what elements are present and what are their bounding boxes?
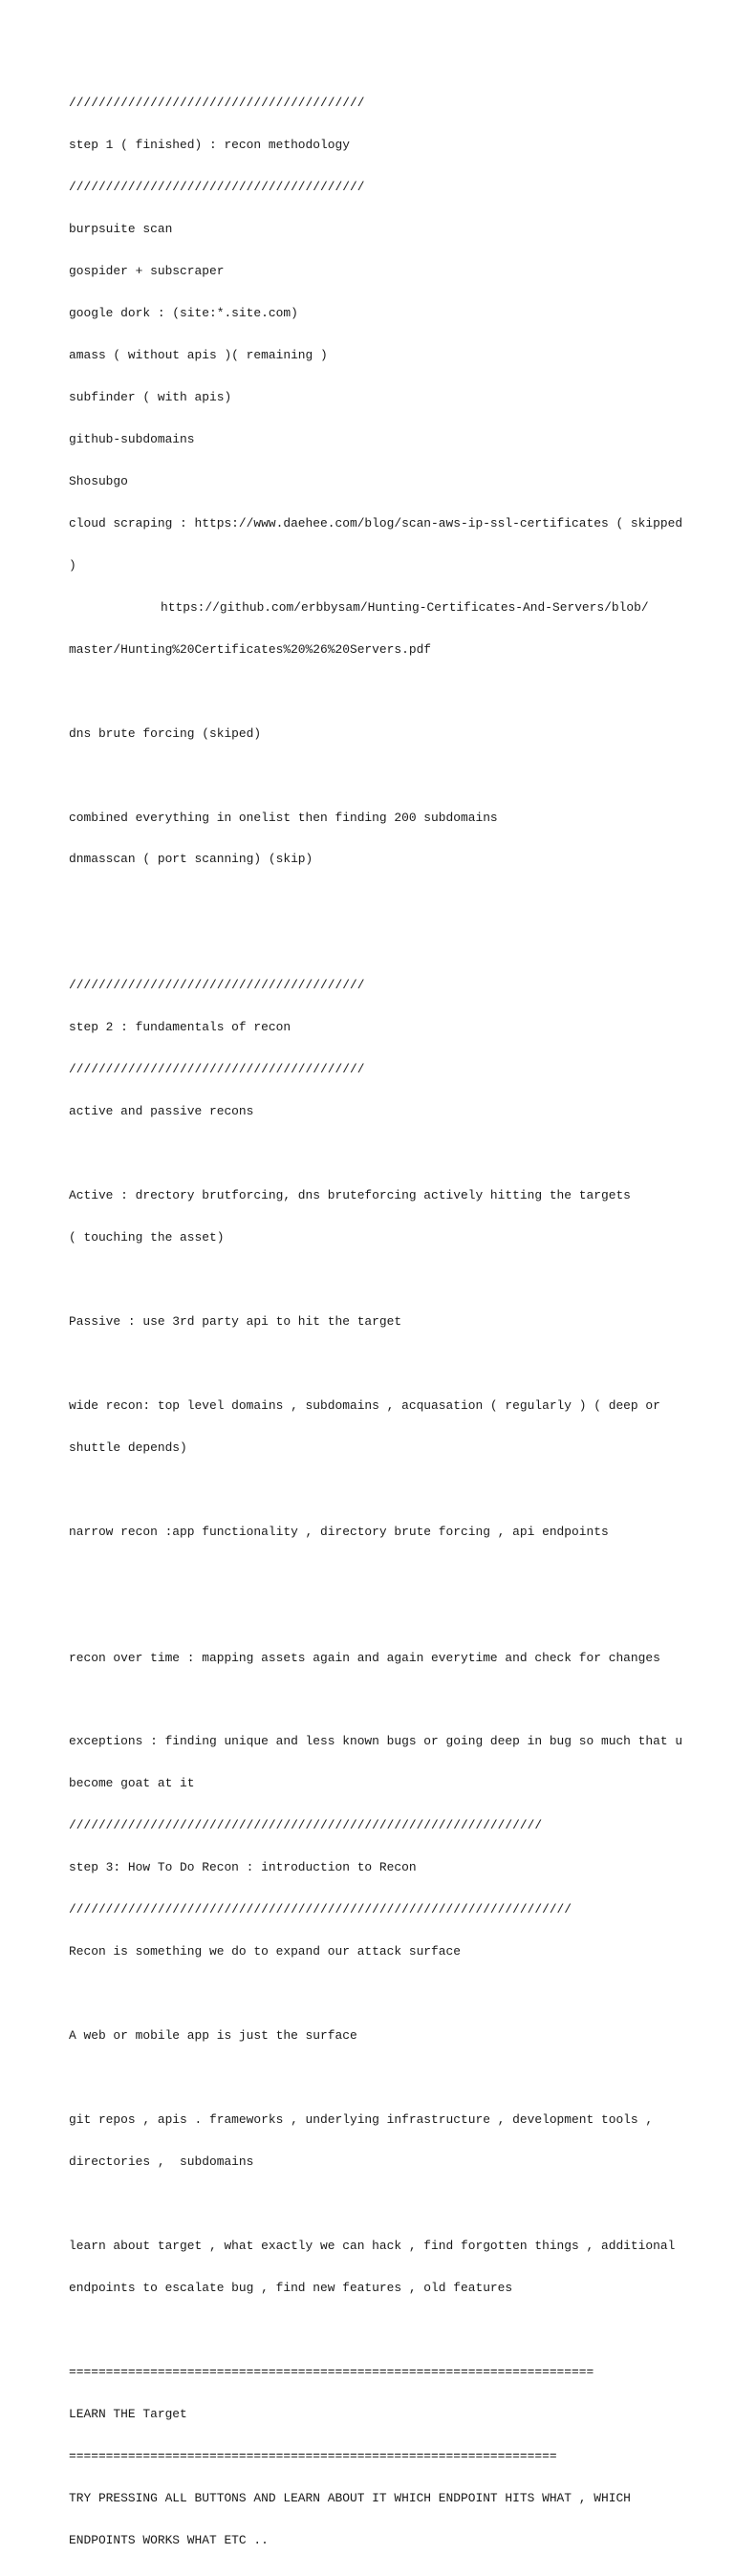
separator-line: //////////////////////////////////////////////////////////////// [69,1818,543,1833]
step-2-heading: step 2 : fundamentals of recon [69,1020,291,1035]
blank-line [69,2324,680,2338]
text-line: A web or mobile app is just the surface [69,2028,357,2044]
step-1-heading: step 1 ( finished) : recon methodology [69,138,350,153]
text-line: shuttle depends) [69,1440,187,1455]
blank-line [69,2071,680,2086]
text-line: combined everything in onelist then finding 200 subdomains [69,810,498,825]
text-line: ) [69,557,76,573]
text-line: wide recon: top level domains , subdomains , acquasation ( regularly ) ( deep or [69,1397,660,1413]
text-line: TRY PRESSING ALL BUTTONS AND LEARN ABOUT IT WHICH ENDPOINT HITS WHAT , WHICH [69,2490,631,2505]
text-line: gospider + subscraper [69,264,225,279]
text-line: exceptions : finding unique and less known bugs or going deep in bug so much that u [69,1734,683,1749]
text-line: active and passive recons [69,1104,254,1119]
blank-line [69,1147,680,1161]
text-line: cloud scraping : https://www.daehee.com/blog/scan-aws-ip-ssl-certificates ( skipped [69,515,683,530]
blank-line [69,1273,680,1288]
text-line: Shosubgo [69,473,128,488]
text-line: amass ( without apis )( remaining ) [69,348,328,363]
document-body [69,69,683,2576]
text-line: github-subdomains [69,431,195,446]
blank-line [69,1694,680,1708]
text-line: Active : drectory brutforcing, dns bruteforcing actively hitting the targets [69,1188,631,1203]
text-line: Recon is something we do to expand our attack surface [69,1944,461,1959]
blank-line [69,937,680,951]
separator-line: //////////////////////////////////////// [69,1062,365,1077]
url-line: master/Hunting%20Certificates%20%26%20Servers.pdf [69,641,432,657]
text-line: endpoints to escalate bug , find new features , old features [69,2280,513,2295]
text-line: become goat at it [69,1776,195,1791]
separator-line: //////////////////////////////////////// [69,180,365,195]
separator-line: //////////////////////////////////////// [69,978,365,993]
text-line: directories , subdomains [69,2154,254,2170]
text-line: git repos , apis . frameworks , underlying infrastructure , development tools , [69,2112,654,2128]
separator-line: ======================================================================= [69,2364,594,2379]
blank-line [69,1987,680,2002]
blank-line [69,769,680,784]
blank-line [69,2197,680,2212]
separator-line: //////////////////////////////////////////////////////////////////// [69,1902,572,1917]
blank-line [69,1483,680,1498]
url-line: https://github.com/erbbysam/Hunting-Certificates-And-Servers/blob/ [161,599,649,615]
separator-line: //////////////////////////////////////// [69,96,365,111]
text-line: learn about target , what exactly we can hack , find forgotten things , additional [69,2238,676,2253]
text-line: ENDPOINTS WORKS WHAT ETC .. [69,2532,269,2547]
step-3-heading: step 3: How To Do Recon : introduction to Recon [69,1860,417,1875]
text-line: subfinder ( with apis) [69,389,232,404]
blank-line [69,1568,680,1582]
text-line: ( touching the asset) [69,1230,225,1245]
text-line: dns brute forcing (skiped) [69,725,262,741]
blank-line [69,895,680,909]
text-line: burpsuite scan [69,222,173,237]
blank-line [69,1610,680,1624]
blank-line [69,685,680,700]
text-line: recon over time : mapping assets again and again everytime and check for changes [69,1650,660,1665]
text-line: google dork : (site:*.site.com) [69,306,298,321]
text-line: Passive : use 3rd party api to hit the target [69,1313,402,1329]
text-line: narrow recon :app functionality , directory brute forcing , api endpoints [69,1524,609,1539]
separator-line: ================================================================== [69,2448,557,2463]
section-heading-learn-target: LEARN THE Target [69,2406,187,2421]
blank-line [69,1357,680,1372]
text-line: dnmasscan ( port scanning) (skip) [69,852,313,867]
